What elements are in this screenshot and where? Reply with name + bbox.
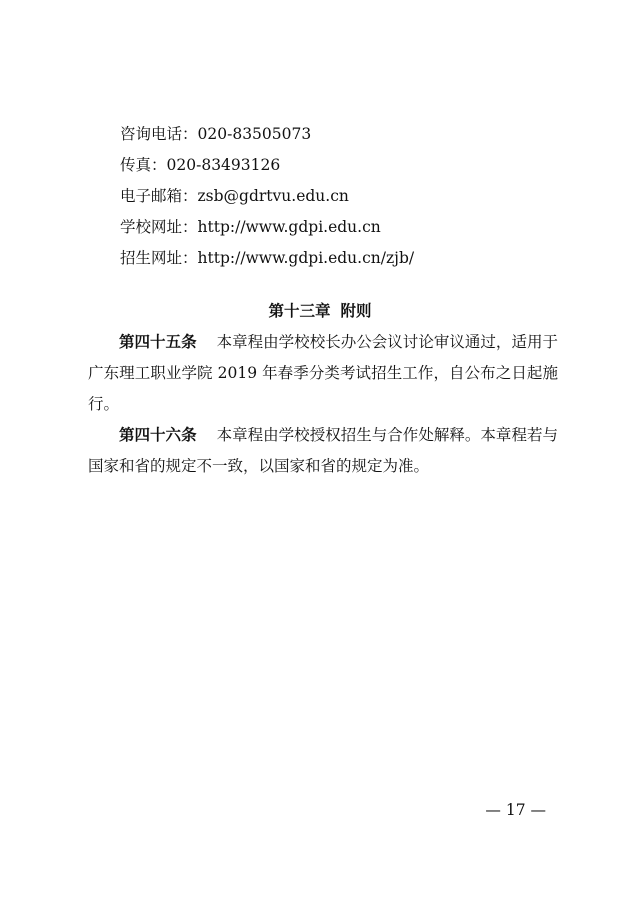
article-45-text: 本章程由学校校长办公会议讨论审议通过，适用于广东理工职业学院 2019 年春季分类考试招生工作，自公布之日起施行。 bbox=[88, 333, 558, 413]
contact-fax-value: 020-83493126 bbox=[166, 156, 281, 174]
chapter-name: 附则 bbox=[340, 302, 372, 320]
contact-school-website-label: 学校网址： bbox=[120, 218, 198, 236]
contact-school-website-value: http://www.gdpi.edu.cn bbox=[197, 218, 381, 236]
contact-phone bbox=[120, 119, 414, 150]
contact-fax-label: 传真： bbox=[120, 156, 167, 174]
contact-phone-label: 咨询电话： bbox=[120, 125, 198, 143]
chapter-title bbox=[0, 296, 640, 327]
page-number: — 17 — bbox=[485, 801, 546, 819]
article-46-label: 第四十六条 bbox=[119, 426, 197, 444]
article-46 bbox=[88, 420, 558, 482]
article-45 bbox=[88, 327, 558, 420]
chapter-number: 第十三章 bbox=[268, 302, 331, 320]
contact-phone-value: 020-83505073 bbox=[197, 125, 312, 143]
contact-email-label: 电子邮箱： bbox=[120, 187, 198, 205]
article-46-text: 本章程由学校授权招生与合作处解释。本章程若与国家和省的规定不一致，以国家和省的规定为准。 bbox=[88, 426, 558, 475]
contact-fax bbox=[120, 150, 414, 181]
article-45-label: 第四十五条 bbox=[119, 333, 197, 351]
contact-admission-website-value: http://www.gdpi.edu.cn/zjb/ bbox=[197, 249, 415, 267]
contact-info bbox=[120, 119, 414, 274]
contact-admission-website-label: 招生网址： bbox=[120, 249, 198, 267]
contact-email bbox=[120, 181, 414, 212]
contact-school-website bbox=[120, 212, 414, 243]
contact-admission-website bbox=[120, 243, 414, 274]
contact-email-value: zsb@gdrtvu.edu.cn bbox=[197, 187, 349, 205]
